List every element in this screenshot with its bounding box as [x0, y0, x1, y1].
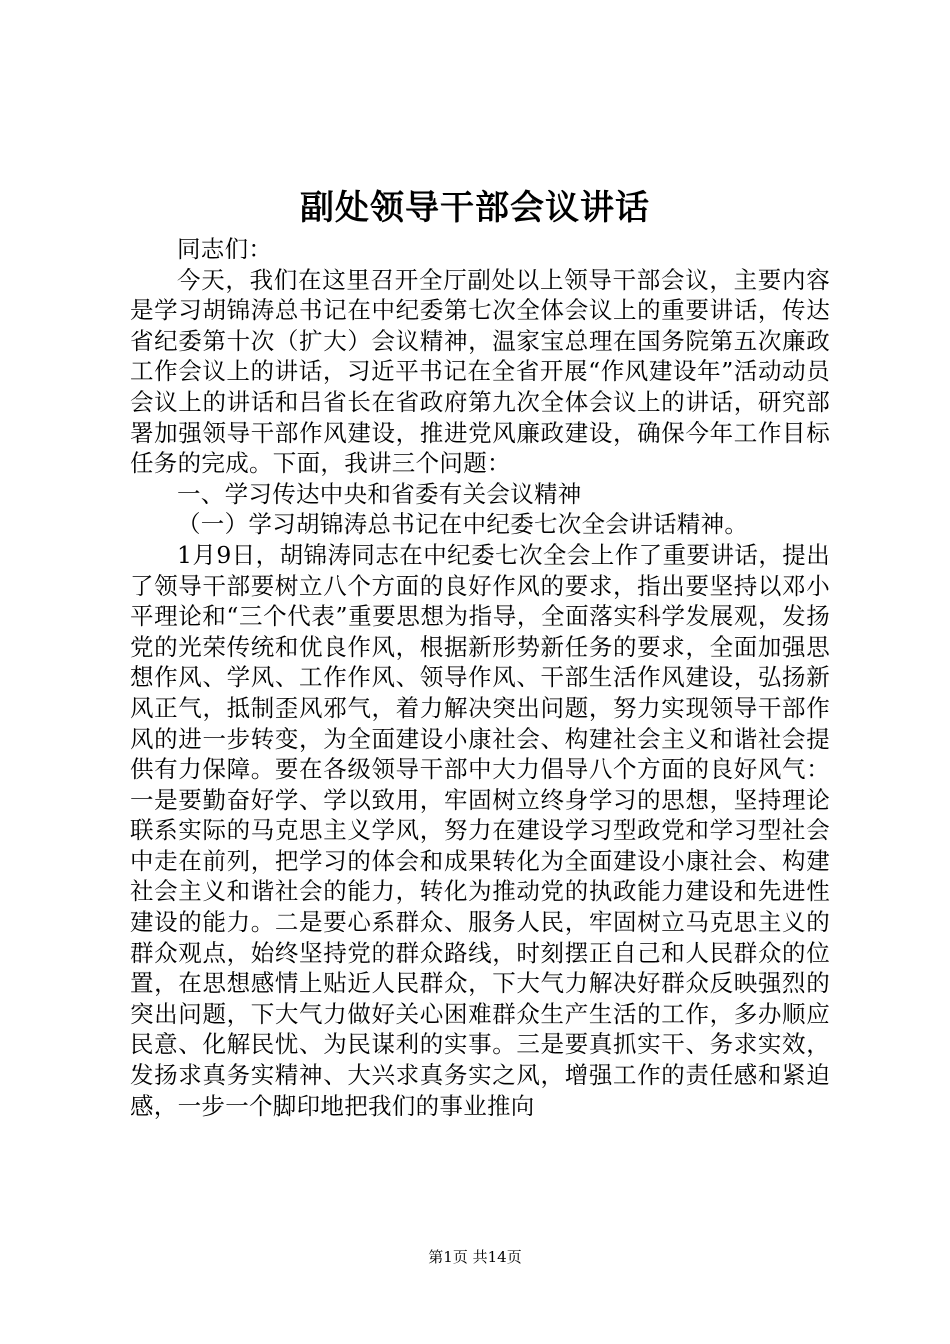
document-body [130, 234, 830, 1121]
subsection-heading-1: （一）学习胡锦涛总书记在中纪委七次全会讲话精神。 [177, 510, 749, 539]
section-heading-1: 一、学习传达中央和省委有关会议精神 [177, 479, 582, 508]
paragraph-intro: 今天，我们在这里召开全厅副处以上领导干部会议，主要内容是学习胡锦涛总书记在中纪委第七次全体会议上的重要讲话，传达省纪委第十次（扩大）会议精神，温家宝总理在国务院第五次廉政工作会议上的讲话，习近平书记在全省开展“作风建设年”活动动员会议上的讲话和吕省长在省政府第九次全体会议上的讲话，研究部署加强领导干部作风建设，推进党风廉政建设，确保今年工作目标任务的完成。下面，我讲三个问题： [130, 265, 830, 478]
salutation: 同志们： [177, 235, 273, 263]
page-number-footer: 第1页 共14页 [428, 1248, 522, 1266]
paragraph-body: 1月9日，胡锦涛同志在中纪委七次全会上作了重要讲话，提出了领导干部要树立八个方面的良好作风的要求，指出要坚持以邓小平理论和“三个代表”重要思想为指导，全面落实科学发展观，发扬党的光荣传统和优良作风，根据新形势新任务的要求，全面加强思想作风、学风、工作作风、领导作风、干部生活作风建设，弘扬新风正气，抵制歪风邪气，着力解决突出问题，努力实现领导干部作风的进一步转变，为全面建设小康社会、构建社会主义和谐社会提供有力保障。要在各级领导干部中大力倡导八个方面的良好风气：一是要勤奋好学、学以致用，牢固树立终身学习的思想，坚持理论联系实际的马克思主义学风，努力在建设学习型政党和学习型社会中走在前列，把学习的体会和成果转化为全面建设小康社会、构建社会主义和谐社会的能力，转化为推动党的执政能力建设和先进性建设的能力。二是要心系群众、服务人民，牢固树立马克思主义的群众观点，始终坚持党的群众路线，时刻摆正自己和人民群众的位置，在思想感情上贴近人民群众，下大气力解决好群众反映强烈的突出问题，下大气力做好关心困难群众生产生活的工作，多办顺应民意、化解民忧、为民谋利的实事。三是要真抓实干、务求实效，发扬求真务实精神、大兴求真务实之风，增强工作的责任感和紧迫感，一步一个脚印地把我们的事业推向 [130, 540, 830, 1120]
document-title: 副处领导干部会议讲话 [300, 188, 650, 228]
